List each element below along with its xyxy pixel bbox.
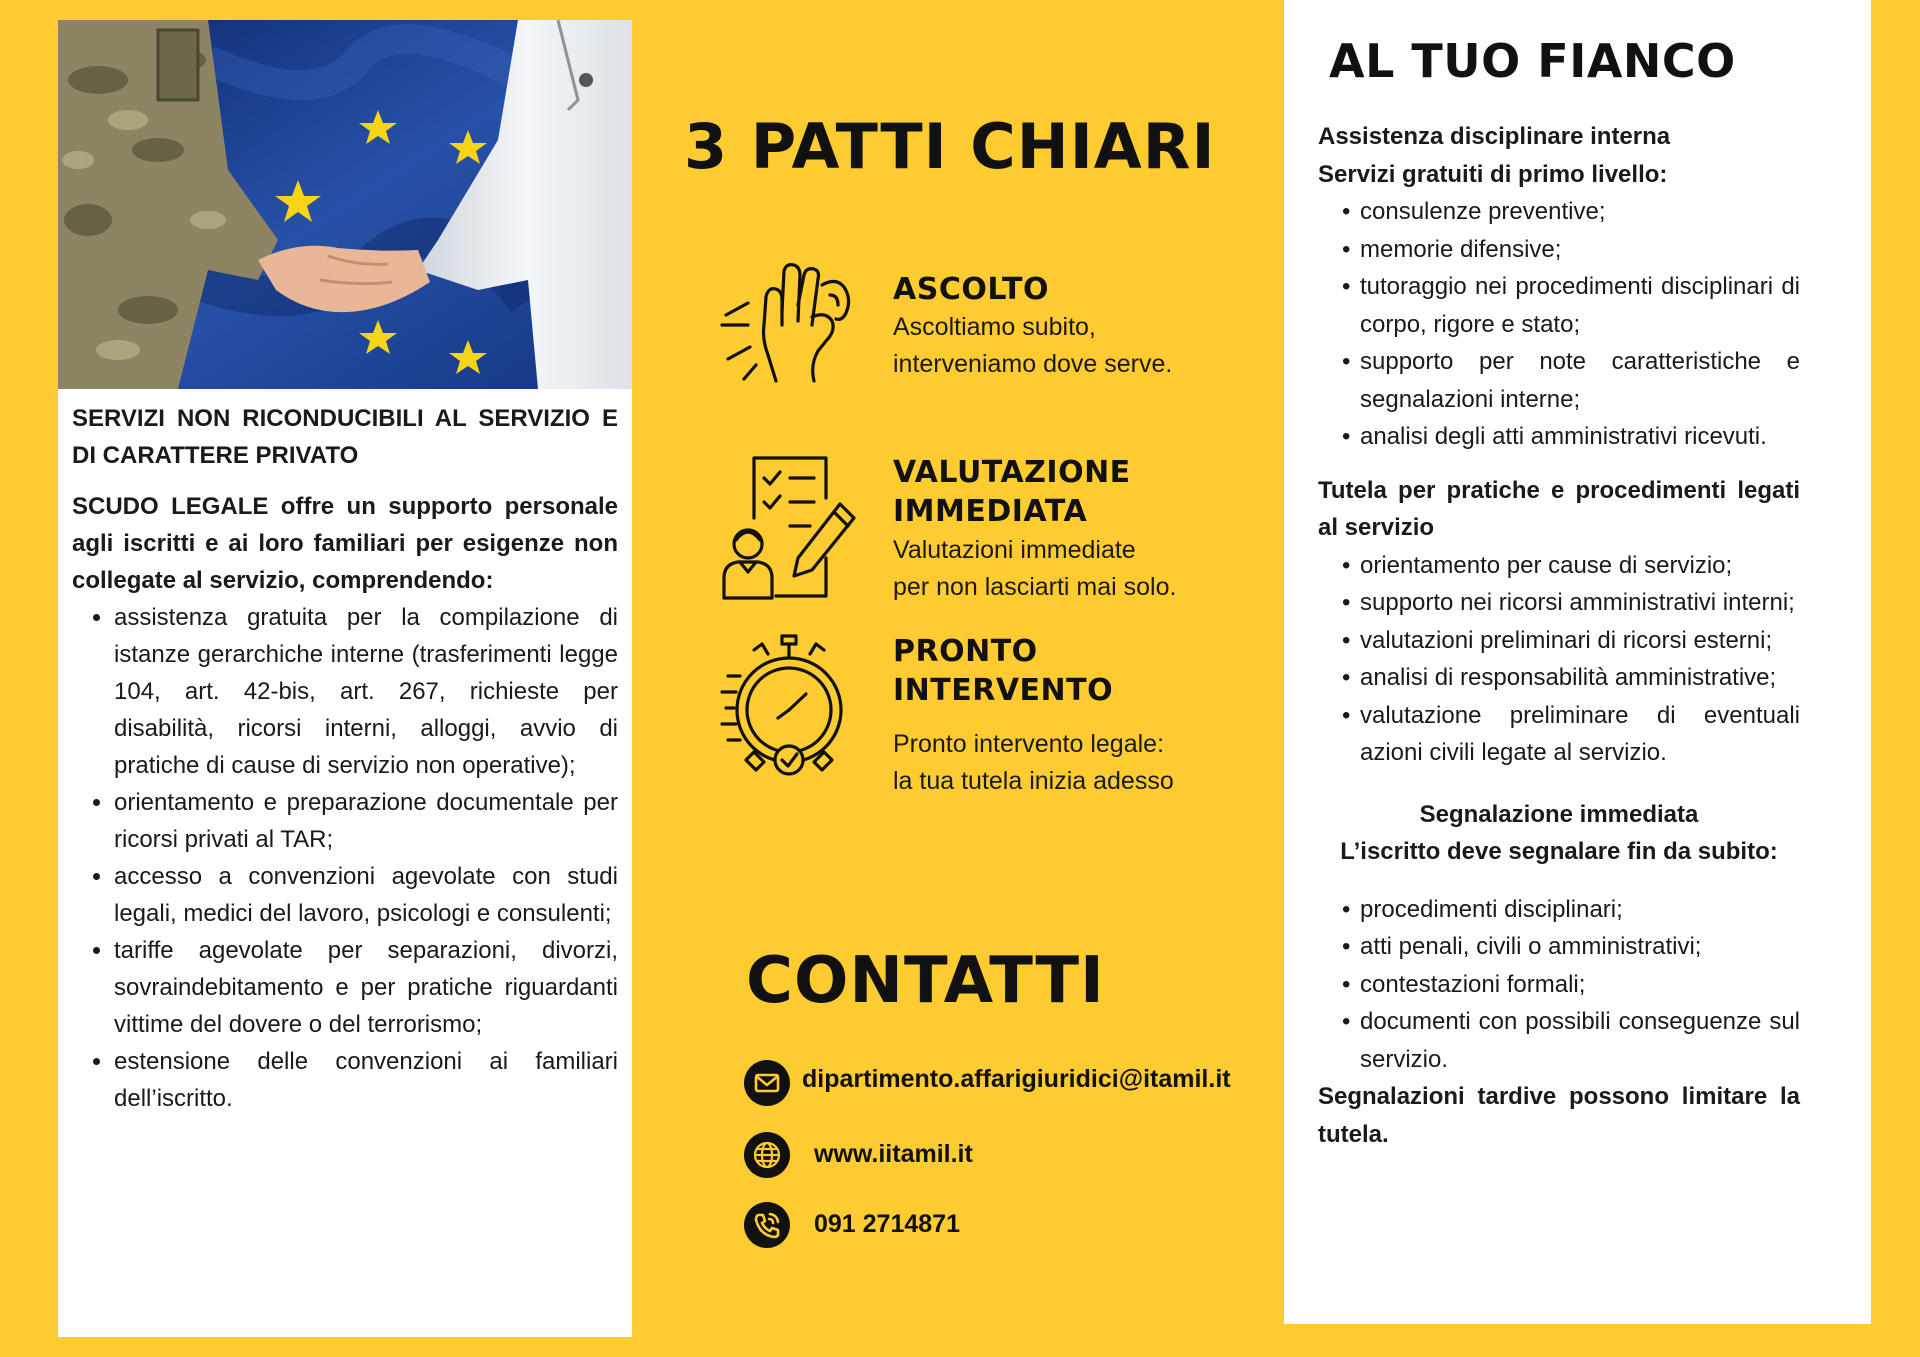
- services-list: [72, 599, 618, 1117]
- contacts-title: CONTATTI: [746, 944, 1105, 1018]
- list-item: • consulenze preventive;: [1360, 193, 1800, 231]
- right-panel: [1284, 0, 1871, 1324]
- list-item: • contestazioni formali;: [1360, 966, 1800, 1004]
- feature-description: Valutazioni immediate per non lasciarti mai solo.: [893, 536, 1177, 601]
- globe-icon: [744, 1132, 790, 1178]
- closing-note: Segnalazioni tardive possono limitare la tutela.: [1318, 1083, 1800, 1148]
- disciplinary-list: [1318, 193, 1800, 456]
- email-link[interactable]: dipartimento.affarigiuridici@itamil.it: [802, 1065, 1231, 1093]
- feature-pronto: [718, 632, 1238, 812]
- list-item: • tariffe agevolate per separazioni, divorzi, sovraindebitamento e per pratiche riguardanti vittime del dovere o del terrorismo;: [114, 932, 618, 1043]
- page-title: 3 PATTI CHIARI: [684, 110, 1216, 183]
- feature-ascolto: [718, 255, 1238, 435]
- handshake-photo: [58, 20, 632, 389]
- right-text-block: [1318, 118, 1800, 1153]
- list-item: • orientamento per cause di servizio;: [1360, 547, 1800, 585]
- feature-title: VALUTAZIONE IMMEDIATA: [893, 455, 1131, 529]
- list-item: • valutazioni preliminari di ricorsi esterni;: [1360, 622, 1800, 660]
- section-heading: SERVIZI NON RICONDUCIBILI AL SERVIZIO E DI CARATTERE PRIVATO: [72, 405, 618, 469]
- phone-icon: [744, 1202, 790, 1248]
- list-item: • procedimenti disciplinari;: [1360, 891, 1800, 929]
- list-item: • orientamento e preparazione documentale per ricorsi privati al TAR;: [114, 784, 618, 858]
- list-item: • assistenza gratuita per la compilazione di istanze gerarchiche interne (trasferimenti legge 104, art. 42-bis, art. 267, richieste per disabilità, ricorsi interni, alloggi, avvio di pratiche di cause di servizio non operative);: [114, 599, 618, 784]
- list-item: • valutazione preliminare di eventuali azioni civili legate al servizio.: [1360, 697, 1800, 772]
- list-item: • documenti con possibili conseguenze sul servizio.: [1360, 1003, 1800, 1078]
- checklist-pencil-icon: [718, 448, 878, 608]
- feature-title: PRONTO INTERVENTO: [893, 634, 1114, 708]
- list-item: • atti penali, civili o amministrativi;: [1360, 928, 1800, 966]
- report-list: [1318, 891, 1800, 1079]
- section-heading: Tutela per pratiche e procedimenti legati al servizio: [1318, 476, 1800, 541]
- list-item: • supporto per note caratteristiche e segnalazioni interne;: [1360, 343, 1800, 418]
- section-heading: Assistenza disciplinare interna Servizi gratuiti di primo livello:: [1318, 123, 1671, 188]
- stopwatch-icon: [718, 632, 868, 782]
- feature-description: Ascoltiamo subito, interveniamo dove serve.: [893, 313, 1173, 378]
- list-item: • analisi degli atti amministrativi ricevuti.: [1360, 418, 1800, 456]
- left-text-block: [72, 400, 618, 1117]
- right-panel-title: AL TUO FIANCO: [1329, 34, 1736, 88]
- list-item: • supporto nei ricorsi amministrativi interni;: [1360, 584, 1800, 622]
- service-procedures-list: [1318, 547, 1800, 772]
- list-item: • analisi di responsabilità amministrative;: [1360, 659, 1800, 697]
- email-icon: [744, 1060, 790, 1106]
- feature-description: Pronto intervento legale: la tua tutela inizia adesso: [893, 730, 1174, 795]
- website-link[interactable]: www.iitamil.it: [814, 1140, 973, 1168]
- left-panel: [58, 20, 632, 1337]
- list-item: • memorie difensive;: [1360, 231, 1800, 269]
- list-item: • estensione delle convenzioni ai familiari dell’iscritto.: [114, 1043, 618, 1117]
- feature-title: ASCOLTO: [893, 272, 1049, 307]
- feature-valutazione: [718, 448, 1238, 628]
- intro-paragraph: SCUDO LEGALE offre un supporto personale agli iscritti e ai loro familiari per esigenze non collegate al servizio, comprendendo:: [72, 493, 618, 594]
- list-item: • tutoraggio nei procedimenti disciplinari di corpo, rigore e stato;: [1360, 268, 1800, 343]
- list-item: • accesso a convenzioni agevolate con studi legali, medici del lavoro, psicologi e consulenti;: [114, 858, 618, 932]
- section-heading: Segnalazione immediata L’iscritto deve segnalare fin da subito:: [1340, 800, 1778, 865]
- hand-ear-icon: [718, 255, 868, 395]
- phone-number[interactable]: 091 2714871: [814, 1210, 960, 1238]
